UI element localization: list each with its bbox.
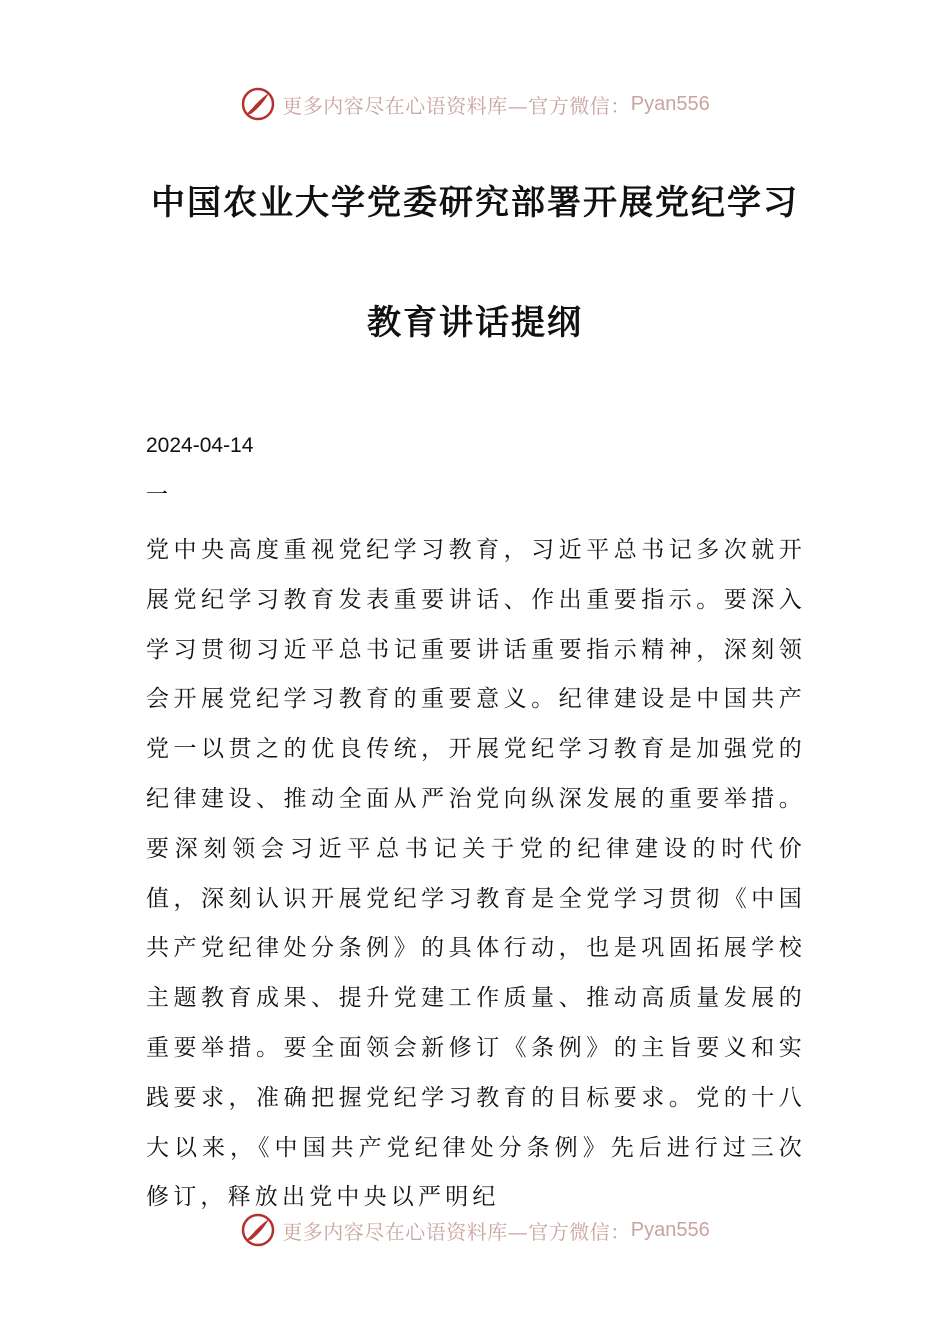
quill-logo-icon — [240, 86, 276, 122]
watermark-text: 更多内容尽在心语资料库—官方微信： — [282, 93, 631, 118]
watermark-text: 更多内容尽在心语资料库—官方微信： — [282, 1219, 631, 1244]
watermark-wechat-id: Pyan556 — [630, 92, 710, 115]
watermark-wechat-id: Pyan556 — [630, 1218, 710, 1241]
header-watermark — [0, 84, 950, 124]
quill-logo-icon — [240, 1212, 276, 1248]
publish-date: 2024-04-14 — [146, 434, 254, 457]
body-paragraph: 党中央高度重视党纪学习教育，习近平总书记多次就开展党纪学习教育发表重要讲话、作出重要指示。要深入学习贯彻习近平总书记重要讲话重要指示精神，深刻领会开展党纪学习教育的重要意义。纪律建设是中国共产党一以贯之的优良传统，开展党纪学习教育是加强党的纪律建设、推动全面从严治党向纵深发展的重要举措。要深刻领会习近平总书记关于党的纪律建设的时代价值，深刻认识开展党纪学习教育是全党学习贯彻《中国共产党纪律处分条例》的具体行动，也是巩固拓展学校主题教育成果、提升党建工作质量、推动高质量发展的重要举措。要全面领会新修订《条例》的主旨要义和实践要求，准确把握党纪学习教育的目标要求。党的十八大以来，《中国共产党纪律处分条例》先后进行过三次修订，释放出党中央以严明纪 — [146, 537, 806, 1211]
document-title-line2: 教育讲话提纲 — [367, 303, 583, 343]
footer-watermark — [0, 1210, 950, 1250]
section-number: 一 — [146, 483, 169, 508]
document-title-line1: 中国农业大学党委研究部署开展党纪学习 — [151, 183, 799, 223]
